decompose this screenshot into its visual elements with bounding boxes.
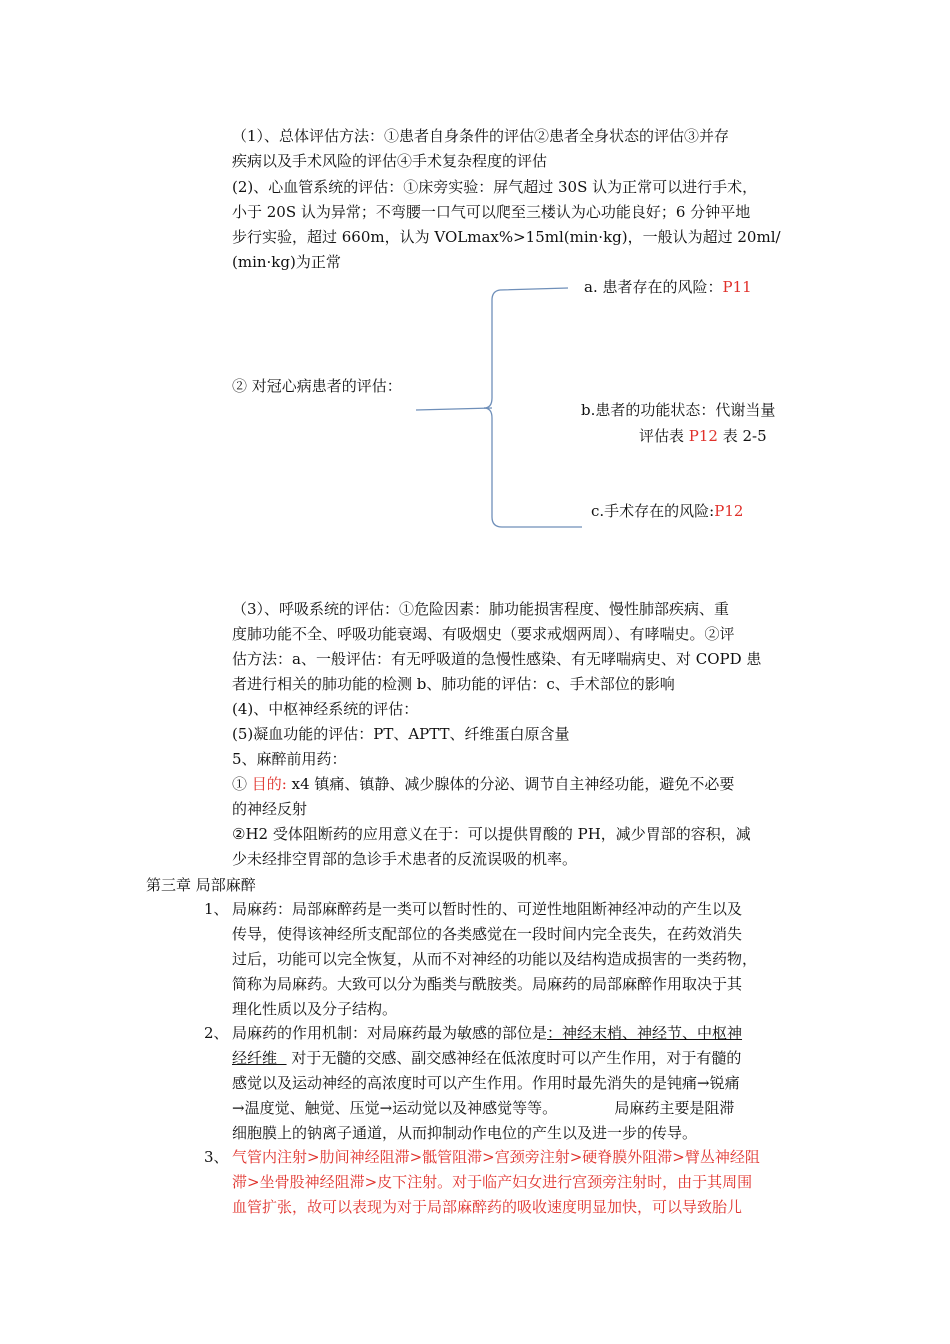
sec3-line-1: （3）、呼吸系统的评估：①危险因素：肺功能损害程度、慢性肺部疾病、重 xyxy=(232,600,730,618)
item1-line-5: 理化性质以及分子结构。 xyxy=(232,1000,398,1018)
branch-b-text: 评估表 xyxy=(639,427,689,445)
branch-b-line-1: b.患者的功能状态：代谢当量 xyxy=(581,401,776,419)
item1-number: 1、 xyxy=(204,900,229,918)
item1-line-4: 简称为局麻药。大致可以分为酯类与酰胺类。局麻药的局部麻醉作用取决于其 xyxy=(232,975,743,993)
item2-line-5: 细胞膜上的钠离子通道，从而抑制动作电位的产生以及进一步的传导。 xyxy=(232,1124,698,1142)
item2-sensitive-sites-cont: 经纤维 xyxy=(232,1049,287,1067)
sec6-p1-rest: x4 镇痛、镇静、减少腺体的分泌、调节自主神经功能，避免不必要 xyxy=(286,775,735,793)
sec6-title: 5、麻醉前用药： xyxy=(232,750,347,768)
branch-c-ref: P12 xyxy=(714,502,744,520)
sec6-p1-prefix: ① xyxy=(232,775,252,793)
item3-line-2: 滞>坐骨股神经阻滞>皮下注射。对于临产妇女进行宫颈旁注射时，由于其周围 xyxy=(232,1173,753,1191)
item2-line-3: 感觉以及运动神经的高浓度时可以产生作用。作用时最先消失的是钝痛→锐痛 xyxy=(232,1074,740,1092)
sec3-line-2: 度肺功能不全、呼吸功能衰竭、有吸烟史（要求戒烟两周）、有哮喘史。②评 xyxy=(232,625,735,643)
sec2-line-2: 小于 20S 认为异常；不弯腰一口气可以爬至三楼认为心功能良好；6 分钟平地 xyxy=(232,203,751,221)
sec1-line-2: 疾病以及手术风险的评估④手术复杂程度的评估 xyxy=(232,152,548,170)
branch-a-ref: P11 xyxy=(722,278,752,296)
item3-line-3: 血管扩张，故可以表现为对于局部麻醉药的吸收速度明显加快，可以导致胎儿 xyxy=(232,1198,743,1216)
branch-a-text: a. 患者存在的风险： xyxy=(584,278,723,296)
item1-line-2: 传导，使得该神经所支配部位的各类感觉在一段时间内完全丧失，在药效消失 xyxy=(232,925,743,943)
sec6-p1-line-1 xyxy=(232,773,734,795)
diagram-root: ② 对冠心病患者的评估： xyxy=(232,377,402,395)
sec5-line: (5)凝血功能的评估：PT、APTT、纤维蛋白原含量 xyxy=(232,725,570,743)
item1-line-1: 局麻药：局部麻醉药是一类可以暂时性的、可逆性地阻断神经冲动的产生以及 xyxy=(232,900,743,918)
item3-line-1: 气管内注射>肋间神经阻滞>骶管阻滞>宫颈旁注射>硬脊膜外阻滞>臂丛神经阻 xyxy=(232,1148,760,1166)
bracket-bottom xyxy=(484,408,582,527)
bracket-connector xyxy=(416,408,492,410)
sec2-line-3: 步行实验，超过 660m，认为 VOLmax%>15ml(min·kg)，一般认为超过 20ml/ xyxy=(232,228,781,246)
item1-line-3: 过后，功能可以完全恢复，从而不对神经的功能以及结构造成损害的一类药物， xyxy=(232,950,758,968)
sec2-line-4: (min·kg)为正常 xyxy=(232,253,341,271)
branch-b-ref: P12 xyxy=(688,427,718,445)
sec3-line-4: 者进行相关的肺功能的检测 b、肺功能的评估：c、手术部位的影响 xyxy=(232,675,675,693)
sec4-line: (4)、中枢神经系统的评估： xyxy=(232,700,419,718)
branch-a xyxy=(584,276,752,298)
branch-c xyxy=(591,500,743,522)
sec6-p1-line-2: 的神经反射 xyxy=(232,800,308,818)
item2-line-4: →温度觉、触觉、压觉→运动觉以及神感觉等等。 局麻药主要是阻滞 xyxy=(232,1099,735,1117)
sec6-p2-line-2: 少未经排空胃部的急诊手术患者的反流误吸的机率。 xyxy=(232,850,578,868)
item2-line-2 xyxy=(232,1047,741,1069)
chapter-title: 第三章 局部麻醉 xyxy=(146,876,256,894)
branch-b-line-2 xyxy=(639,425,767,447)
sec3-line-3: 估方法：a、一般评估：有无呼吸道的急慢性感染、有无哮喘病史、对 COPD 患 xyxy=(232,650,762,668)
item2-sensitive-sites: ：神经末梢、神经节、中枢神 xyxy=(547,1024,743,1042)
item3-number: 3、 xyxy=(204,1148,229,1166)
sec1-line-1: （1）、总体评估方法：①患者自身条件的评估②患者全身状态的评估③并存 xyxy=(232,127,730,145)
branch-c-text: c.手术存在的风险: xyxy=(591,502,715,520)
sec2-line-1: (2)、心血管系统的评估：①床旁实验：屏气超过 30S 认为正常可以进行手术， xyxy=(232,178,758,196)
sec6-p1-purpose: 目的: xyxy=(251,775,287,793)
bracket-top xyxy=(484,288,568,408)
sec6-p2-line-1: ②H2 受体阻断药的应用意义在于：可以提供胃酸的 PH，减少胃部的容积，减 xyxy=(232,825,751,843)
item2-line-1-text: 局麻药的作用机制：对局麻药最为敏感的部位是 xyxy=(232,1024,548,1042)
item2-line-2-text: 对于无髓的交感、副交感神经在低浓度时可以产生作用，对于有髓的 xyxy=(286,1049,742,1067)
item2-number: 2、 xyxy=(204,1024,229,1042)
branch-b-table: 表 2-5 xyxy=(717,427,767,445)
item2-line-1 xyxy=(232,1022,742,1044)
